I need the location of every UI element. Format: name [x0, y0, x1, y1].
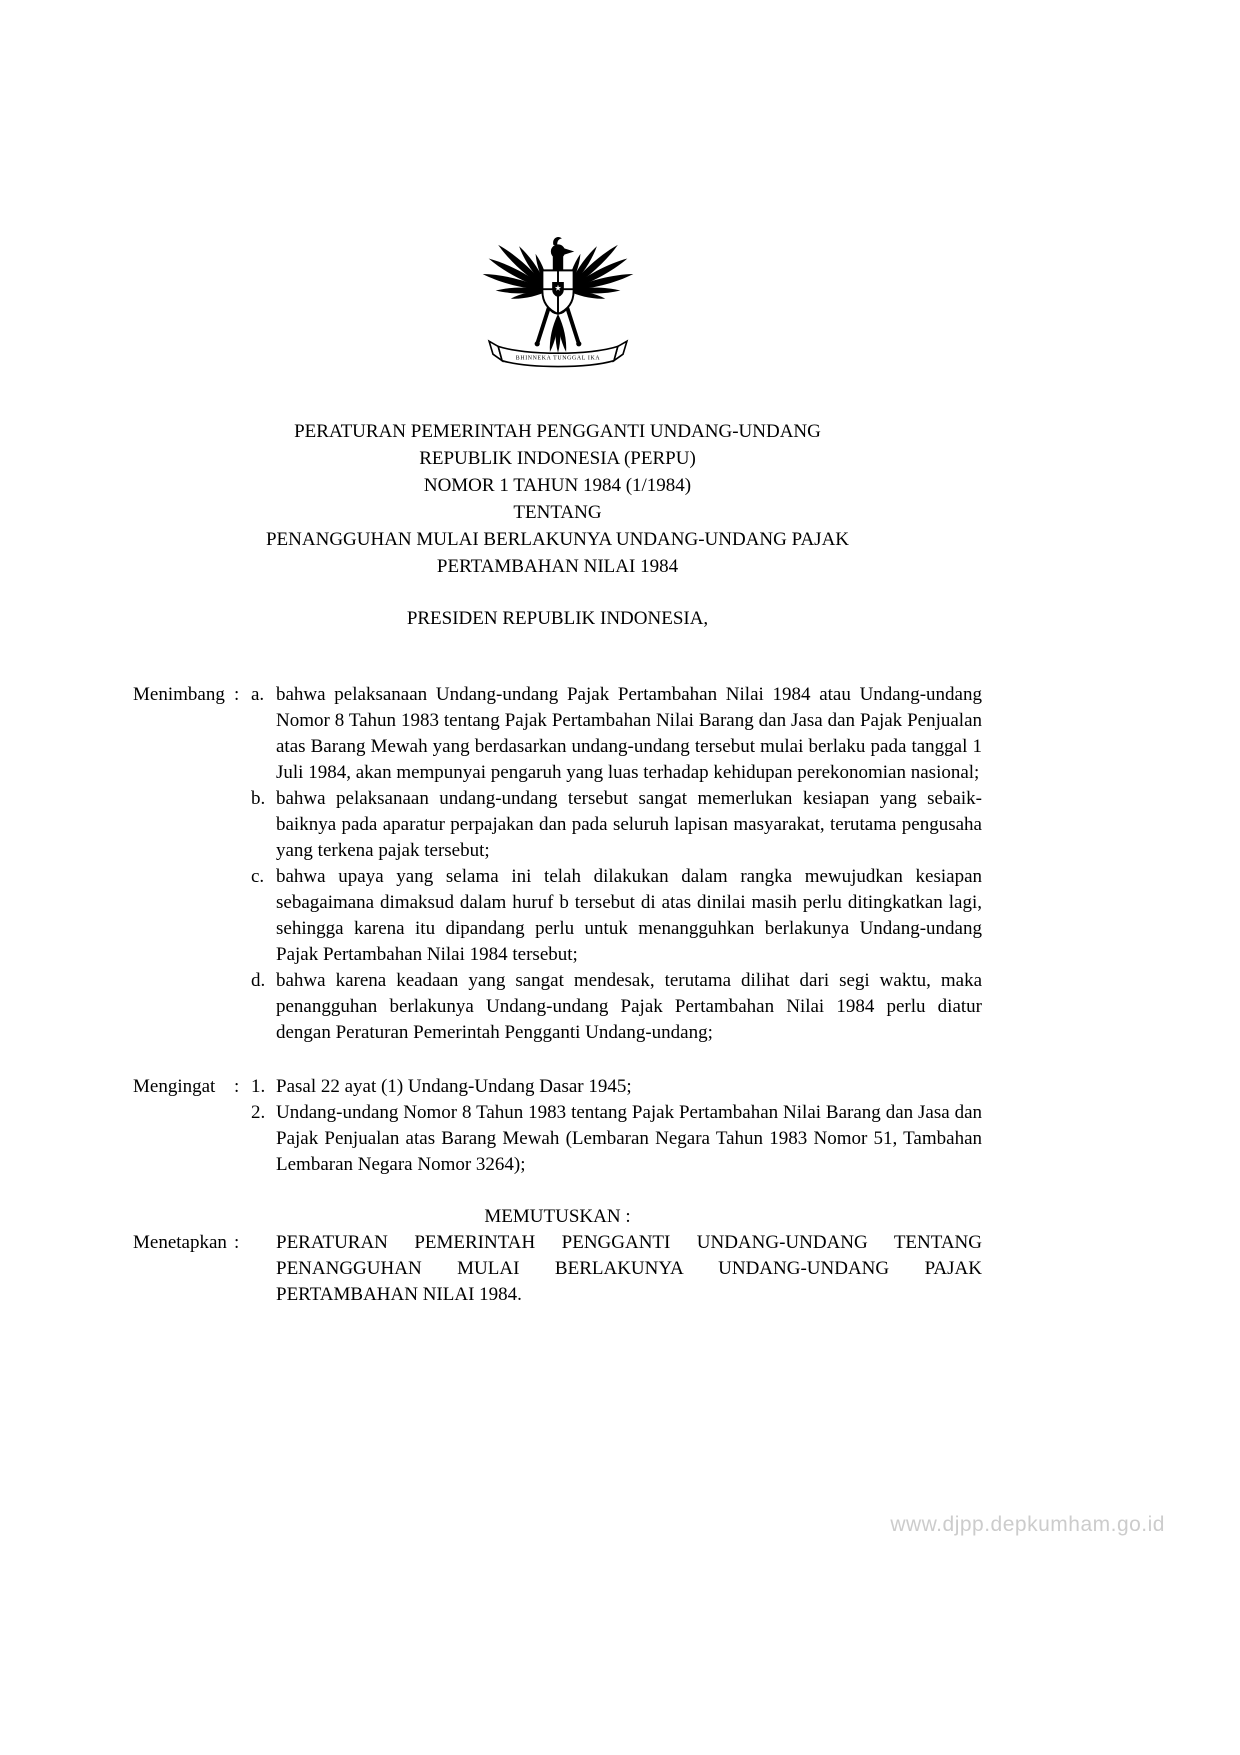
consideration-item-a [251, 682, 982, 786]
item-text: bahwa pelaksanaan undang-undang tersebut sangat memerlukan kesiapan yang sebaik-baiknya pada aparatur perpajakan dan pada seluruh lapisan masyarakat, terutama pengusaha yang terkena pajak tersebut; [276, 788, 982, 861]
item-text: bahwa pelaksanaan Undang-undang Pajak Pertambahan Nilai 1984 atau Undang-undang Nomor 8 Tahun 1983 tentang Pajak Pertambahan Nilai Barang dan Jasa dan Pajak Penjualan atas Barang Mewah yang berdasarkan undang-undang tersebut mulai berlaku pada tanggal 1 Juli 1984, akan mempunyai pengaruh yang luas terhadap kehidupan perekonomian nasional; [276, 684, 982, 783]
title-line-3: NOMOR 1 TAHUN 1984 (1/1984) [423, 475, 692, 496]
menimbang-label: Menimbang [133, 684, 225, 705]
legal-basis-item-2 [251, 1100, 982, 1178]
menetapkan-label: Menetapkan [133, 1232, 227, 1253]
menimbang-body [251, 682, 982, 1046]
garuda-pancasila-icon [480, 193, 636, 388]
menetapkan-section [133, 1230, 982, 1308]
title-line-5: PENANGGUHAN MULAI BERLAKUNYA UNDANG-UNDANG PAJAK [265, 529, 850, 550]
item-marker: 1. [251, 1076, 266, 1097]
title-line-2: REPUBLIK INDONESIA (PERPU) [419, 448, 696, 469]
item-marker: 2. [251, 1102, 266, 1123]
item-marker: b. [251, 788, 266, 809]
memutuskan-heading: MEMUTUSKAN : [484, 1206, 631, 1227]
consideration-item-d [251, 968, 982, 1046]
document-title [133, 418, 982, 580]
mengingat-colon: : [234, 1076, 240, 1097]
watermark: www.djpp.depkumham.go.id [890, 1513, 1165, 1536]
item-text: Undang-undang Nomor 8 Tahun 1983 tentang Pajak Pertambahan Nilai Barang dan Jasa dan Pajak Penjualan atas Barang Mewah (Lembaran Negara Tahun 1983 Nomor 51, Tambahan Lembaran Negara Nomor 3264); [276, 1102, 982, 1175]
title-line-4: TENTANG [513, 502, 602, 523]
item-text: Pasal 22 ayat (1) Undang-Undang Dasar 1945; [276, 1076, 632, 1097]
garuda-emblem [133, 193, 982, 396]
menimbang-section [133, 682, 982, 1046]
title-line-1: PERATURAN PEMERINTAH PENGGANTI UNDANG-UNDANG [294, 421, 821, 442]
decision-text: PERATURAN PEMERINTAH PENGGANTI UNDANG-UNDANG TENTANG PENANGGUHAN MULAI BERLAKUNYA UNDANG-UNDANG PAJAK PERTAMBAHAN NILAI 1984. [276, 1232, 982, 1305]
menetapkan-body [251, 1230, 982, 1308]
item-text: bahwa upaya yang selama ini telah dilakukan dalam rangka mewujudkan kesiapan sebagaimana dimaksud dalam huruf b tersebut di atas dinilai masih perlu ditingkatkan lagi, sehingga karena itu dipandang perlu untuk menangguhkan berlakunya Undang-undang Pajak Pertambahan Nilai 1984 tersebut; [276, 866, 982, 965]
legal-basis-item-1 [251, 1074, 982, 1100]
mengingat-body [251, 1074, 982, 1178]
item-marker: a. [251, 684, 265, 705]
item-marker: c. [251, 866, 265, 887]
item-marker: d. [251, 970, 266, 991]
item-text: bahwa karena keadaan yang sangat mendesak, terutama dilihat dari segi waktu, maka penangguhan berlakunya Undang-undang Pajak Pertambahan Nilai 1984 perlu diatur dengan Peraturan Pemerintah Pengganti Undang-undang; [276, 970, 982, 1043]
salutation: PRESIDEN REPUBLIK INDONESIA, [406, 608, 709, 629]
menimbang-colon: : [234, 684, 240, 705]
consideration-item-b [251, 786, 982, 864]
title-line-6: PERTAMBAHAN NILAI 1984 [436, 556, 679, 577]
mengingat-label: Mengingat [133, 1076, 216, 1097]
menetapkan-colon: : [234, 1232, 240, 1253]
mengingat-section [133, 1074, 982, 1178]
consideration-item-c [251, 864, 982, 968]
emblem-motto: BHINNEKA TUNGGAL IKA [515, 355, 600, 362]
